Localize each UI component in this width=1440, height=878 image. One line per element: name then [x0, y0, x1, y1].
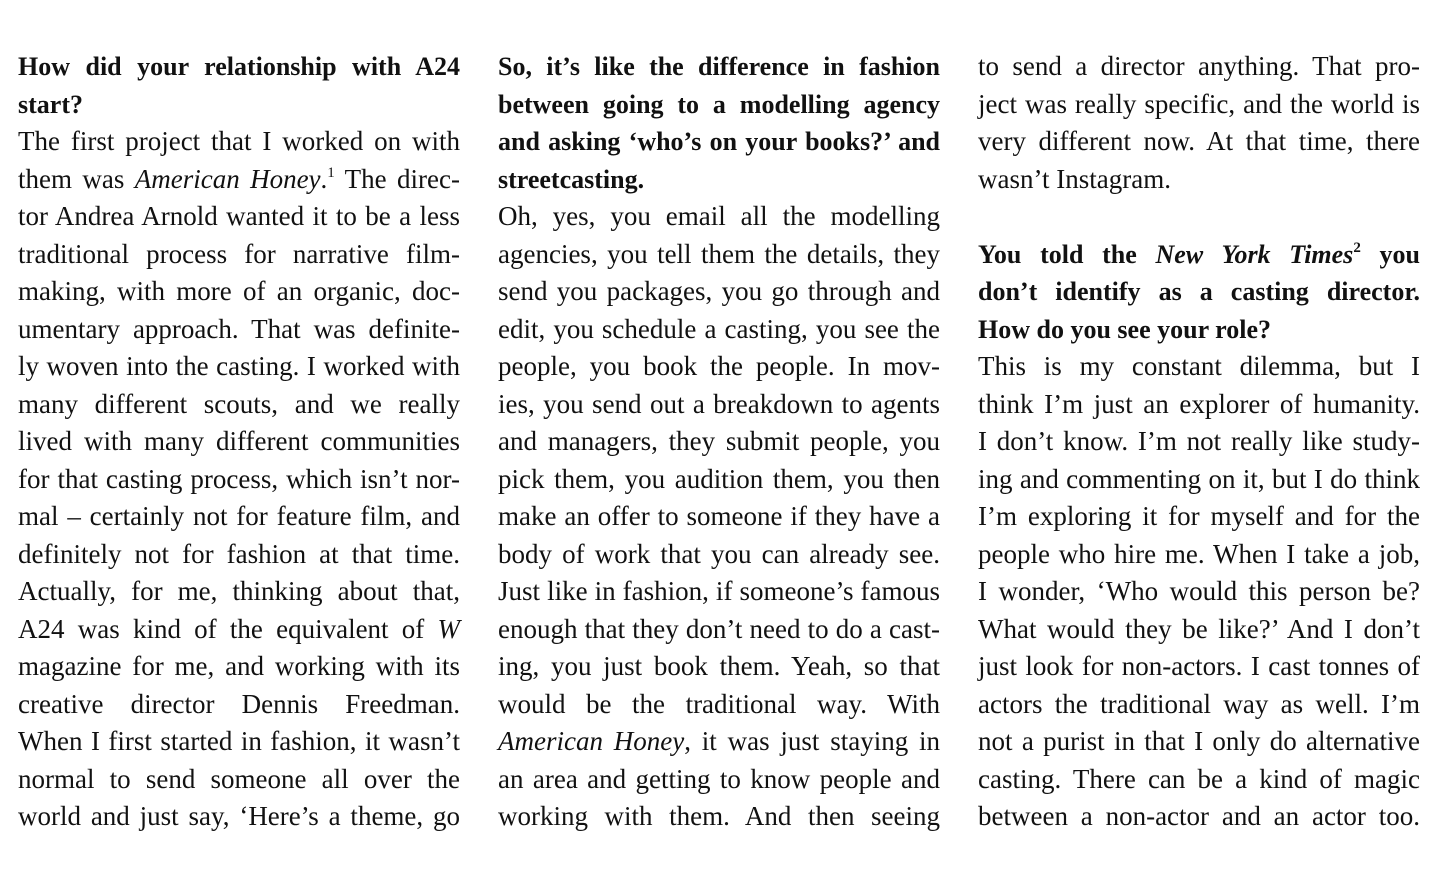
answer-line: ly woven into the casting. I worked with [18, 351, 460, 381]
answer-line: traditional process for narrative film- [18, 238, 460, 269]
answer-line [498, 723, 940, 761]
answer-line: ing and commenting on it, but I do think [978, 463, 1420, 494]
answer-text: The direc- [334, 163, 460, 194]
film-title: American Honey [134, 163, 321, 194]
answer-line: This is my constant dilemma, but I [978, 351, 1420, 381]
answer-line: send you packages, you go through and [498, 276, 940, 306]
answer-line: many different scouts, and we really [18, 388, 460, 419]
answer-line: between a non-actor and an actor too. [978, 801, 1420, 831]
answer-line: Just like in fashion, if someone’s famous [498, 576, 940, 606]
answer-line: ies, you send out a breakdown to agents [498, 388, 940, 419]
answer-line: definitely not for fashion at that time. [18, 538, 460, 569]
question-a24 [18, 48, 460, 123]
answer-line: just look for non-actors. I cast tonnes of [978, 651, 1420, 681]
answer-line: pick them, you audition them, you then [498, 463, 940, 494]
answer-line: actors the traditional way as well. I’m [978, 688, 1420, 719]
question-line: don’t identify as a casting director. [978, 277, 1420, 306]
answer-line: people who hire me. When I take a job, [978, 538, 1420, 569]
answer-line: think I’m just an explorer of humanity. [978, 388, 1420, 419]
answer-line: body of work that you can already see. [498, 538, 940, 569]
question-streetcasting [498, 48, 940, 198]
answer-line: I’m exploring it for myself and for the [978, 501, 1420, 531]
question-line: So, it’s like the difference in fashion [498, 52, 940, 81]
answer-text: . [320, 163, 328, 194]
answer-line: people, you book the people. In mov- [498, 351, 940, 381]
answer-line: wasn’t Instagram. [978, 163, 1171, 194]
answer-line: enough that they don’t need to do a cast- [498, 613, 940, 644]
question-line: How did your relationship with A24 [18, 52, 460, 81]
answer-role [978, 348, 1420, 836]
answer-line: agencies, you tell them the details, they [498, 238, 940, 269]
answer-line: normal to send someone all over the [18, 763, 460, 794]
answer-line [18, 611, 460, 649]
answer-line: ject was really specific, and the world is [978, 88, 1420, 119]
answer-line: Actually, for me, thinking about that, [18, 576, 460, 606]
answer-line: and managers, they submit people, you [498, 426, 940, 456]
answer-line: What would they be like?’ And I don’t [978, 613, 1420, 644]
question-line: between going to a modelling agency [498, 89, 940, 119]
answer-line: magazine for me, and working with its [18, 651, 460, 681]
answer-continued [978, 48, 1420, 198]
answer-line: lived with many different communities [18, 426, 460, 456]
question-role [978, 236, 1420, 349]
answer-line: for that casting process, which isn’t nor- [18, 463, 460, 494]
answer-line: world and just say, ‘Here’s a theme, go [18, 801, 460, 831]
answer-line: edit, you schedule a casting, you see the [498, 313, 940, 344]
answer-line: very different now. At that time, there [978, 126, 1420, 156]
answer-line: casting. There can be a kind of magic [978, 763, 1420, 794]
answer-line: I don’t know. I’m not really like study- [978, 426, 1420, 456]
answer-line: not a purist in that I only do alternative [978, 726, 1420, 756]
answer-line: working with them. And then seeing [498, 801, 940, 831]
answer-line: mal – certainly not for feature film, and [18, 501, 460, 531]
question-line: start? [18, 89, 83, 119]
answer-line: ing, you just book them. Yeah, so that [498, 651, 940, 681]
footnote-marker: 1 [327, 164, 335, 181]
question-line: How do you see your role? [978, 314, 1271, 344]
magazine-title: W [437, 613, 460, 644]
answer-line: creative director Dennis Freedman. [18, 688, 460, 719]
newspaper-title: New York Times [1155, 239, 1354, 269]
answer-line: would be the traditional way. With [498, 688, 940, 719]
answer-line: When I first started in fashion, it wasn’t [18, 726, 460, 756]
column-1 [18, 48, 460, 836]
answer-a24 [18, 123, 460, 836]
answer-line: making, with more of an organic, doc- [18, 276, 460, 306]
answer-line [18, 161, 460, 199]
footnote-marker: 2 [1353, 239, 1361, 256]
paragraph-gap [978, 198, 1420, 236]
answer-line: The first project that I worked on with [18, 126, 460, 156]
answer-text: them was [18, 163, 135, 194]
answer-text: , it was just staying in [684, 726, 941, 756]
question-text: you [1360, 239, 1420, 269]
question-line [978, 236, 1420, 274]
question-line: and asking ‘who’s on your books?’ and [498, 127, 940, 156]
answer-line: umentary approach. That was definite- [18, 313, 460, 344]
column-2 [498, 48, 940, 836]
answer-line: Oh, yes, you email all the modelling [498, 201, 940, 231]
answer-line: tor Andrea Arnold wanted it to be a less [18, 201, 460, 231]
column-3 [978, 48, 1420, 836]
question-line: streetcasting. [498, 164, 645, 194]
answer-text: A24 was kind of the equivalent of [18, 613, 438, 644]
answer-line: to send a director anything. That pro- [978, 51, 1420, 81]
question-text: You told the [978, 239, 1156, 269]
answer-streetcasting [498, 198, 940, 836]
answer-line: make an offer to someone if they have a [498, 501, 940, 531]
answer-line: I wonder, ‘Who would this person be? [978, 576, 1420, 606]
answer-line: an area and getting to know people and [498, 763, 940, 794]
film-title: American Honey [498, 726, 685, 756]
